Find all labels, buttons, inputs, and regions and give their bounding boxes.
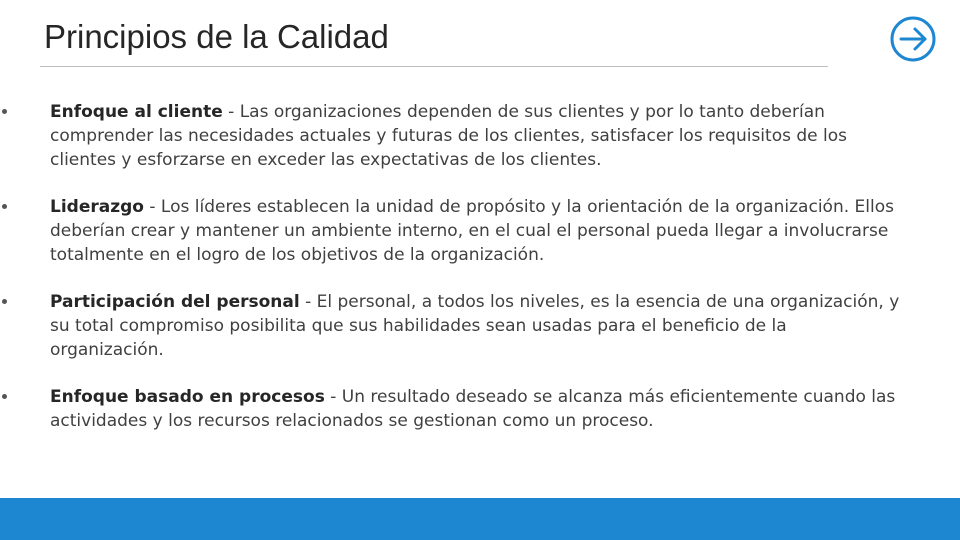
bullet-dot — [2, 394, 7, 399]
list-item — [0, 100, 900, 172]
principle-term: Liderazgo — [50, 197, 144, 217]
list-item — [0, 385, 900, 433]
principle-term: Enfoque basado en procesos — [50, 387, 325, 407]
title-divider — [40, 66, 828, 67]
bullet-dot — [2, 109, 7, 114]
arrow-right-circle-icon[interactable] — [884, 14, 938, 64]
principle-description: - Un resultado deseado se alcanza más eficientemente cuando las actividades y los recursos relacionados se gestionan como un proceso. — [50, 387, 896, 431]
list-item — [0, 290, 900, 362]
slide-title: Principios de la Calidad — [44, 18, 389, 55]
bullet-dot — [2, 204, 7, 209]
principle-description: - El personal, a todos los niveles, es la esencia de una organización, y su total compromiso posibilita que sus habilidades sean usadas para el beneficio de la organización. — [50, 292, 900, 360]
principle-term: Enfoque al cliente — [50, 102, 223, 122]
footer-bar — [0, 498, 960, 540]
list-item — [0, 195, 900, 267]
principle-term: Participación del personal — [50, 292, 300, 312]
principles-list — [0, 100, 900, 456]
bullet-dot — [2, 299, 7, 304]
principle-description: - Los líderes establecen la unidad de propósito y la orientación de la organización. Ellos deberían crear y mantener un ambiente interno, en el cual el personal pueda llegar a involucrarse totalmente en el logro de los objetivos de la organización. — [50, 197, 894, 265]
principle-description: - Las organizaciones dependen de sus clientes y por lo tanto deberían comprender las necesidades actuales y futuras de los clientes, satisfacer los requisitos de los clientes y esforzarse en exceder las expectativas de los clientes. — [50, 102, 847, 170]
